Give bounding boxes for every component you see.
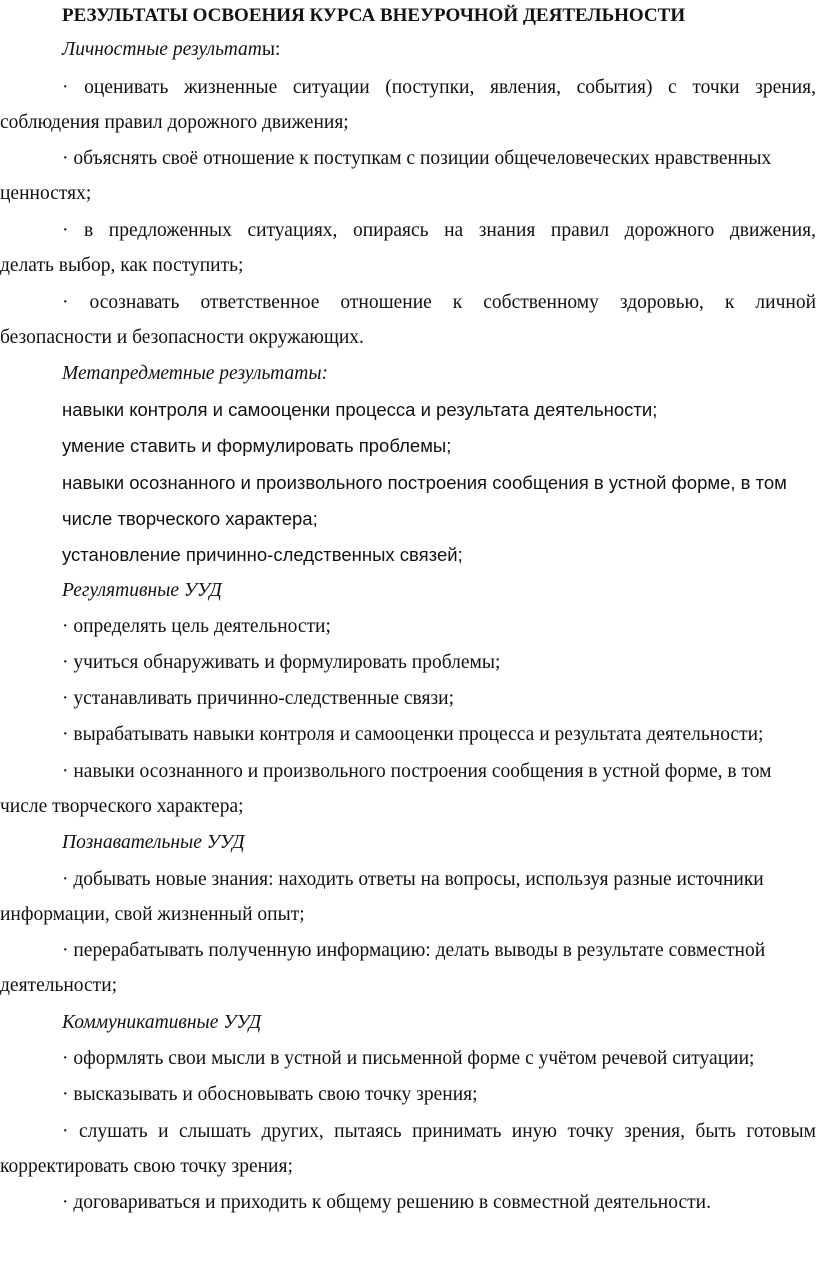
cognitive-heading: Познавательные УУД (62, 832, 245, 853)
personal-heading-italic: Личностные результат (62, 39, 262, 60)
personal-item-2-line-2: ценностях; (0, 183, 92, 204)
meta-item-5: установление причинно-следственных связей; (62, 544, 463, 565)
personal-results-heading (62, 38, 280, 62)
personal-item-4-line-2: безопасности и безопасности окружающих. (0, 327, 364, 348)
communicative-item-1: · оформлять свои мысли в устной и письменной форме с учётом речевой ситуации; (62, 1048, 755, 1069)
regulative-item-2: · учиться обнаруживать и формулировать проблемы; (62, 652, 501, 673)
document-title: РЕЗУЛЬТАТЫ ОСВОЕНИЯ КУРСА ВНЕУРОЧНОЙ ДЕЯТЕЛЬНОСТИ (62, 5, 686, 26)
meta-item-3: навыки осознанного и произвольного построения сообщения в устной форме, в том (62, 472, 787, 493)
meta-item-4: числе творческого характера; (62, 508, 318, 529)
meta-item-2: умение ставить и формулировать проблемы; (62, 435, 452, 456)
personal-item-2-line-1: · объяснять своё отношение к поступкам с позиции общечеловеческих нравственных (62, 148, 772, 169)
communicative-item-3-line-2: корректировать свою точку зрения; (0, 1156, 293, 1177)
cognitive-item-2-line-2: деятельности; (0, 975, 118, 996)
personal-item-1-line-2: соблюдения правил дорожного движения; (0, 112, 349, 133)
personal-item-1-line-1: · оценивать жизненные ситуации (поступки, явления, события) с точки зрения, (62, 77, 816, 98)
regulative-item-1: · определять цель деятельности; (62, 616, 331, 637)
cognitive-item-1-line-1: · добывать новые знания: находить ответы на вопросы, используя разные источники (62, 869, 764, 890)
communicative-item-2: · высказывать и обосновывать свою точку зрения; (62, 1084, 478, 1105)
communicative-heading: Коммуникативные УУД (62, 1012, 262, 1033)
personal-item-3-line-1: · в предложенных ситуациях, опираясь на знания правил дорожного движения, (62, 220, 816, 241)
personal-item-4-line-1: · осознавать ответственное отношение к собственному здоровью, к личной (62, 292, 816, 313)
cognitive-item-2-line-1: · перерабатывать полученную информацию: делать выводы в результате совместной (62, 940, 766, 961)
communicative-item-3-line-1: · слушать и слышать других, пытаясь принимать иную точку зрения, быть готовым (62, 1121, 816, 1142)
meta-item-1: навыки контроля и самооценки процесса и результата деятельности; (62, 399, 658, 420)
meta-results-heading: Метапредметные результаты: (62, 363, 329, 384)
regulative-item-3: · устанавливать причинно-следственные связи; (62, 688, 455, 709)
regulative-item-4: · вырабатывать навыки контроля и самооценки процесса и результата деятельности; (62, 724, 764, 745)
cognitive-item-1-line-2: информации, свой жизненный опыт; (0, 904, 305, 925)
regulative-item-5-line-2: числе творческого характера; (0, 796, 244, 817)
personal-heading-tail: ы: (261, 39, 281, 60)
regulative-heading: Регулятивные УУД (62, 580, 222, 601)
regulative-item-5-line-1: · навыки осознанного и произвольного построения сообщения в устной форме, в том (62, 761, 772, 782)
communicative-item-4: · договариваться и приходить к общему решению в совместной деятельности. (62, 1192, 711, 1213)
personal-item-3-line-2: делать выбор, как поступить; (0, 255, 244, 276)
